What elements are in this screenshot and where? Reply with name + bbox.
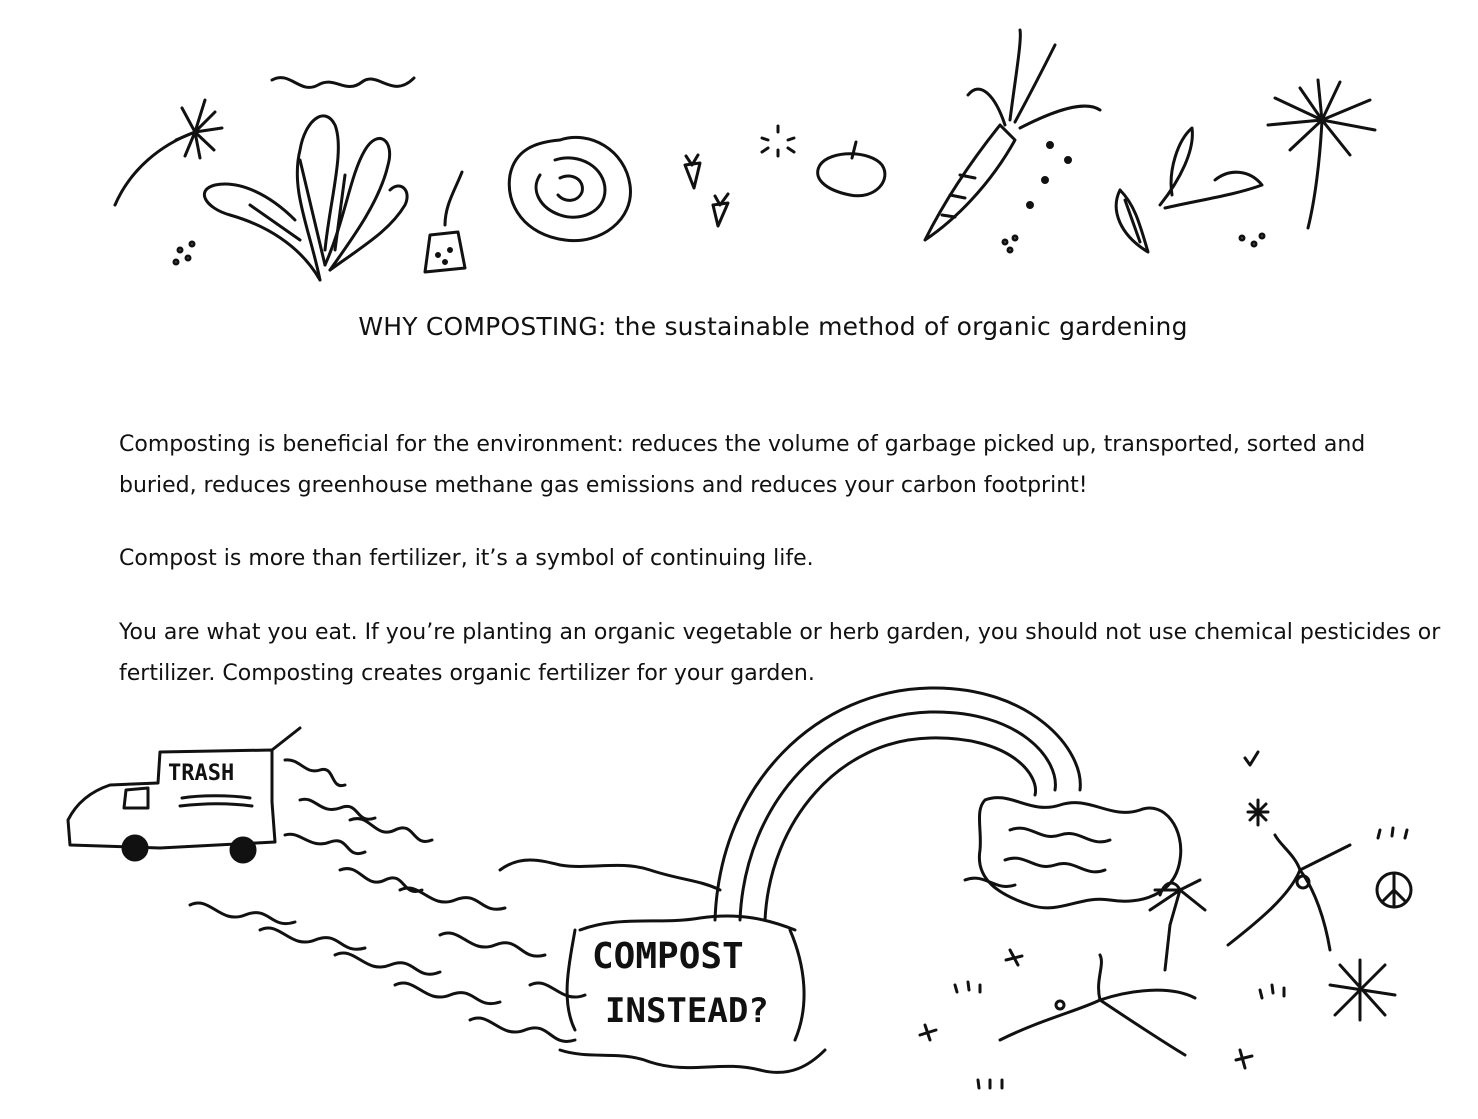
paragraph-organic-fertilizer: You are what you eat. If you’re planting an organic vegetable or herb garden, you should not use chemical pesticides or fertilizer. Composting creates organic fertilizer for your garden. <box>119 620 1441 686</box>
compost-text-line2: INSTEAD? <box>605 991 769 1031</box>
growing-plants-icons <box>920 752 1411 1088</box>
paragraph-environment: Composting is beneficial for the environment: reduces the volume of garbage picked up, transported, sorted and buried, reduces greenhouse methane gas emissions and reduces your carbon footprint! <box>119 432 1366 498</box>
page-title: WHY COMPOSTING: the sustainable method of organic gardening <box>358 312 1188 341</box>
compost-cloud-squiggles <box>965 798 1181 908</box>
truck-label: TRASH <box>168 761 235 786</box>
trash-truck-icon <box>68 728 300 862</box>
compost-text-line1: COMPOST <box>592 936 744 977</box>
paragraph-continuing-life: Compost is more than fertilizer, it’s a symbol of continuing life. <box>119 546 814 571</box>
